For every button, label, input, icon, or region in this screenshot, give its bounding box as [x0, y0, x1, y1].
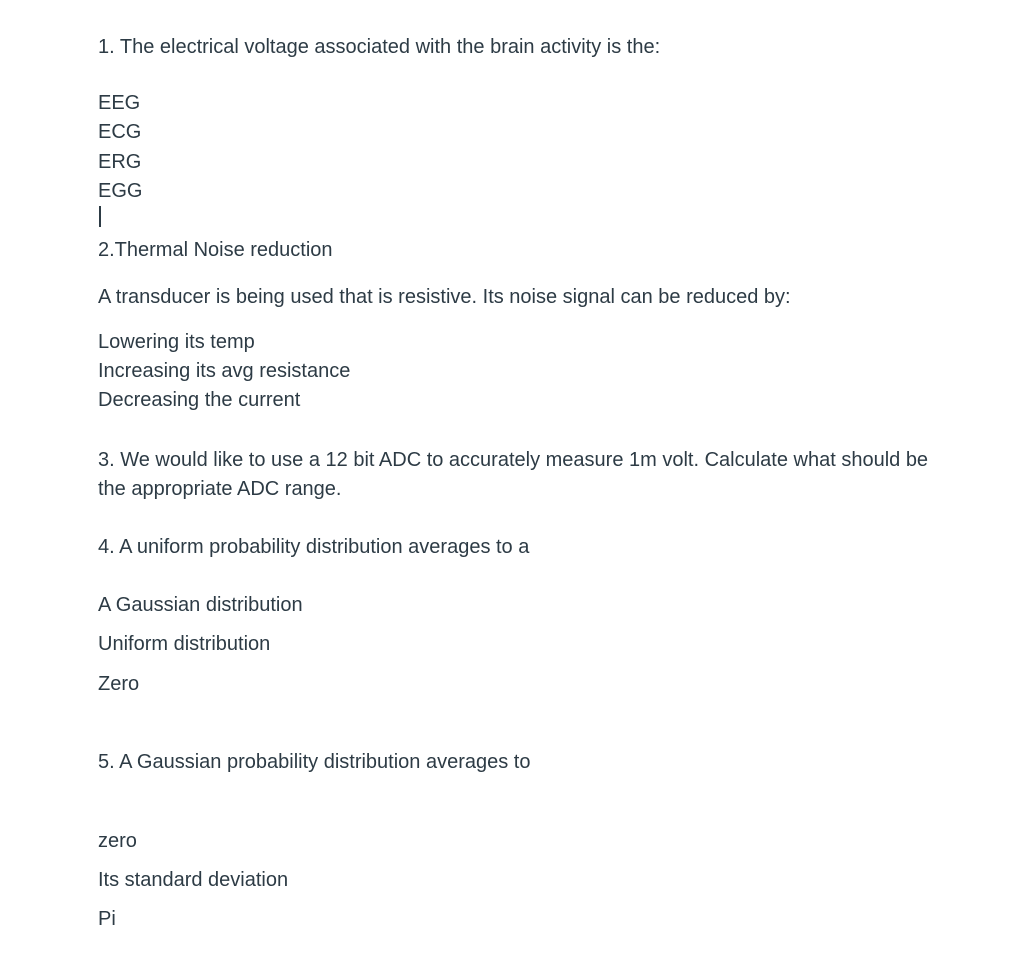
quiz-document — [98, 0, 998, 959]
question-4-option-1[interactable]: A Gaussian distribution — [98, 594, 303, 616]
question-4-option-2[interactable]: Uniform distribution — [98, 633, 271, 655]
question-5-option-1[interactable]: zero — [98, 830, 137, 852]
question-2-option-2[interactable]: Increasing its avg resistance — [98, 360, 351, 382]
question-5-prompt: 5. A Gaussian probability distribution averages to — [98, 751, 531, 773]
question-1-option-4[interactable]: EGG — [98, 180, 143, 202]
question-1-option-1[interactable]: EEG — [98, 92, 141, 114]
question-2-option-1[interactable]: Lowering its temp — [98, 331, 255, 353]
question-1-option-3[interactable]: ERG — [98, 151, 142, 173]
question-4-prompt: 4. A uniform probability distribution averages to a — [98, 536, 530, 558]
question-2-prompt: A transducer is being used that is resistive. Its noise signal can be reduced by: — [98, 286, 791, 308]
question-4-option-3[interactable]: Zero — [98, 673, 140, 695]
text-cursor — [99, 206, 101, 227]
question-1-prompt: 1. The electrical voltage associated with the brain activity is the: — [98, 36, 661, 58]
question-2-title: 2.Thermal Noise reduction — [98, 239, 333, 261]
question-2-option-3[interactable]: Decreasing the current — [98, 389, 301, 411]
question-5-option-3[interactable]: Pi — [98, 908, 116, 930]
question-1-option-2[interactable]: ECG — [98, 121, 142, 143]
question-3-prompt: 3. We would like to use a 12 bit ADC to accurately measure 1m volt. Calculate what should be the appropriate ADC range. — [98, 449, 929, 500]
question-5-option-2[interactable]: Its standard deviation — [98, 869, 289, 891]
